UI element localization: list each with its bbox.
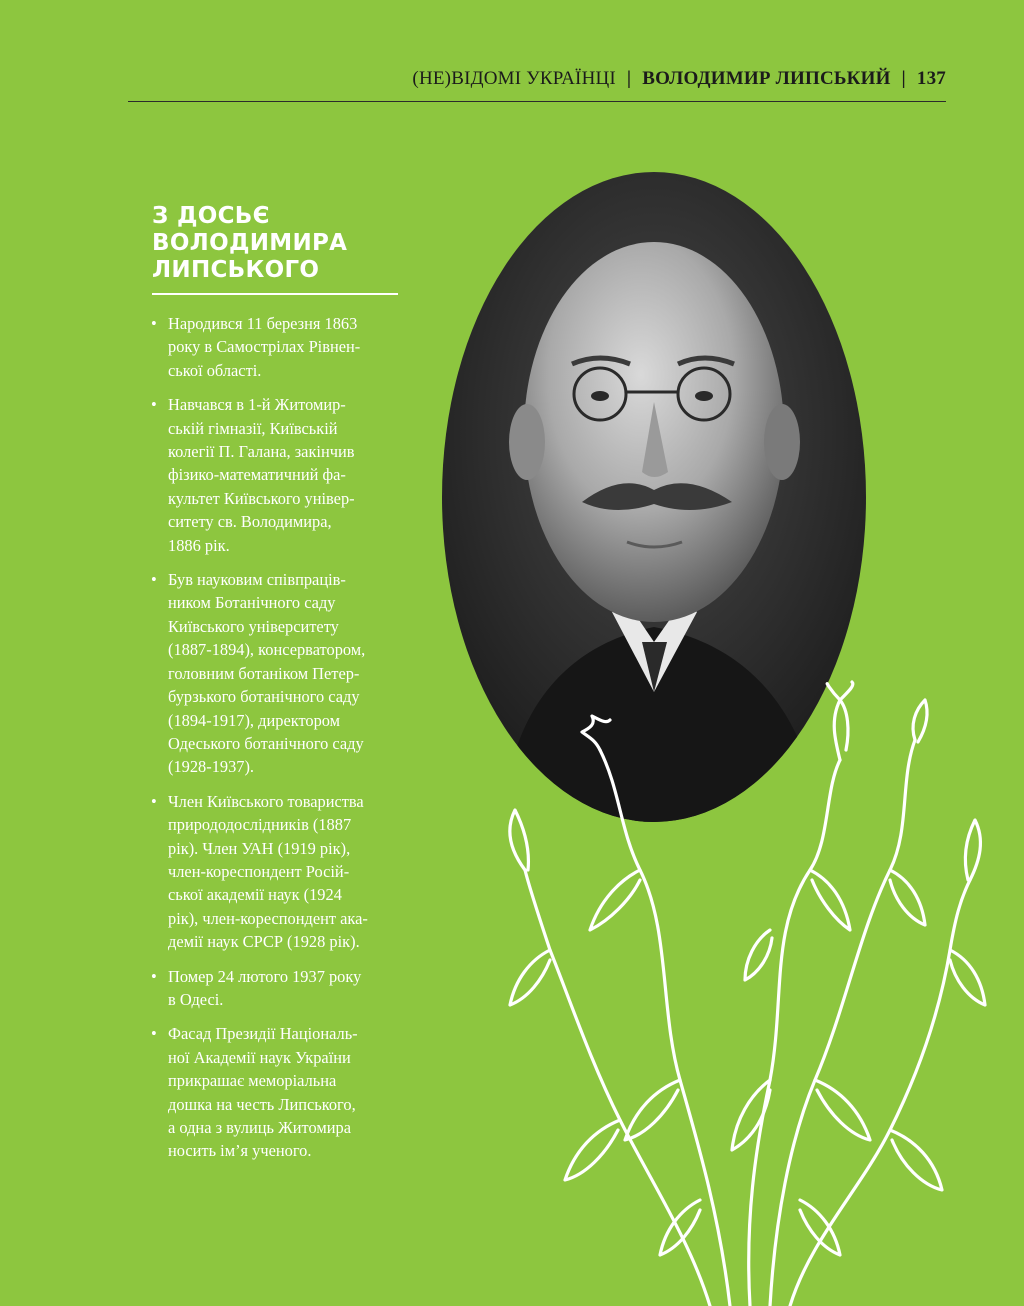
fact-line: Одеського ботанічного саду: [168, 733, 364, 753]
fact-line: носить ім’я ученого.: [168, 1141, 312, 1161]
fact-line: член-кореспондент Росій-: [168, 861, 350, 881]
dossier-title-line: З ДОСЬЄ: [152, 203, 270, 229]
fact-line: ситету св. Володимира,: [168, 512, 332, 532]
fact-line: дошка на честь Липського,: [168, 1094, 356, 1114]
fact-line: (1887-1894), консерватором,: [168, 640, 366, 660]
fact-line: Був науковим співпрацiв-: [168, 570, 346, 590]
fact-line: рік), член-кореспондент ака-: [168, 908, 368, 928]
fact-line: ником Ботанічного саду: [168, 593, 336, 613]
fact-line: а одна з вулиць Житомира: [168, 1118, 352, 1137]
dossier-title: [152, 203, 347, 284]
running-header: [412, 68, 946, 90]
fact-item: [148, 1022, 398, 1162]
bullet-marker: •: [151, 314, 157, 333]
bullet-marker: •: [151, 791, 157, 811]
fact-line: Член Київського товариства: [168, 791, 364, 811]
fact-line: прикрашає меморіальна: [168, 1071, 337, 1091]
bullet-marker: •: [151, 570, 157, 590]
fact-line: Київського університету: [168, 616, 339, 636]
facts-list: [148, 312, 398, 1174]
header-section: (НЕ)ВІДОМІ УКРАЇНЦІ: [412, 68, 616, 89]
bullet-marker: •: [151, 966, 157, 986]
fact-line: Помер 24 лютого 1937 року: [168, 966, 362, 986]
page-number: 137: [916, 68, 946, 89]
dossier-title-line: ЛИПСЬКОГО: [152, 257, 320, 283]
fact-line: 1886 рік.: [168, 535, 230, 555]
fact-line: Народився 11 березня 1863: [168, 314, 358, 333]
bullet-marker: •: [151, 1024, 157, 1044]
title-rule: [152, 293, 398, 295]
fact-line: (1928-1937).: [168, 757, 255, 777]
fact-line: ській гімназії, Київській: [168, 418, 338, 438]
fact-line: демії наук СРСР (1928 рік).: [168, 932, 360, 952]
fact-line: ської академії наук (1924: [168, 885, 342, 905]
plant-illustration: [470, 680, 990, 1306]
fact-line: Фасад Президії Національ-: [168, 1024, 358, 1044]
fact-line: ної Академії наук України: [168, 1047, 351, 1067]
fact-line: фізико-математичний фа-: [168, 465, 346, 485]
fact-line: року в Самострілах Рівнен-: [168, 337, 361, 357]
fact-item: [148, 312, 398, 382]
fact-line: ської області.: [168, 360, 262, 380]
fact-item: [148, 568, 398, 779]
dossier-title-line: ВОЛОДИМИРА: [152, 230, 348, 256]
header-rule: [128, 101, 946, 102]
fact-line: бурзького ботанічного саду: [168, 687, 360, 707]
fact-line: колегії П. Галана, закінчив: [168, 442, 355, 462]
fact-line: рік). Член УАН (1919 рік),: [168, 838, 351, 858]
fact-item: [148, 393, 398, 557]
header-separator: |: [626, 68, 632, 89]
fact-item: [148, 965, 398, 1012]
fact-line: культет Київського універ-: [168, 488, 355, 508]
fact-line: природодослідників (1887: [168, 815, 352, 835]
fact-line: в Одесі.: [168, 989, 224, 1009]
bullet-marker: •: [151, 395, 157, 415]
fact-item: [148, 790, 398, 954]
header-separator-2: |: [901, 68, 906, 89]
header-subject: ВОЛОДИМИР ЛИПСЬКИЙ: [642, 68, 891, 89]
fact-line: головним ботаніком Петер-: [168, 663, 360, 683]
fact-line: Навчався в 1-й Житомир-: [168, 395, 346, 415]
fact-line: (1894-1917), директором: [168, 710, 341, 730]
